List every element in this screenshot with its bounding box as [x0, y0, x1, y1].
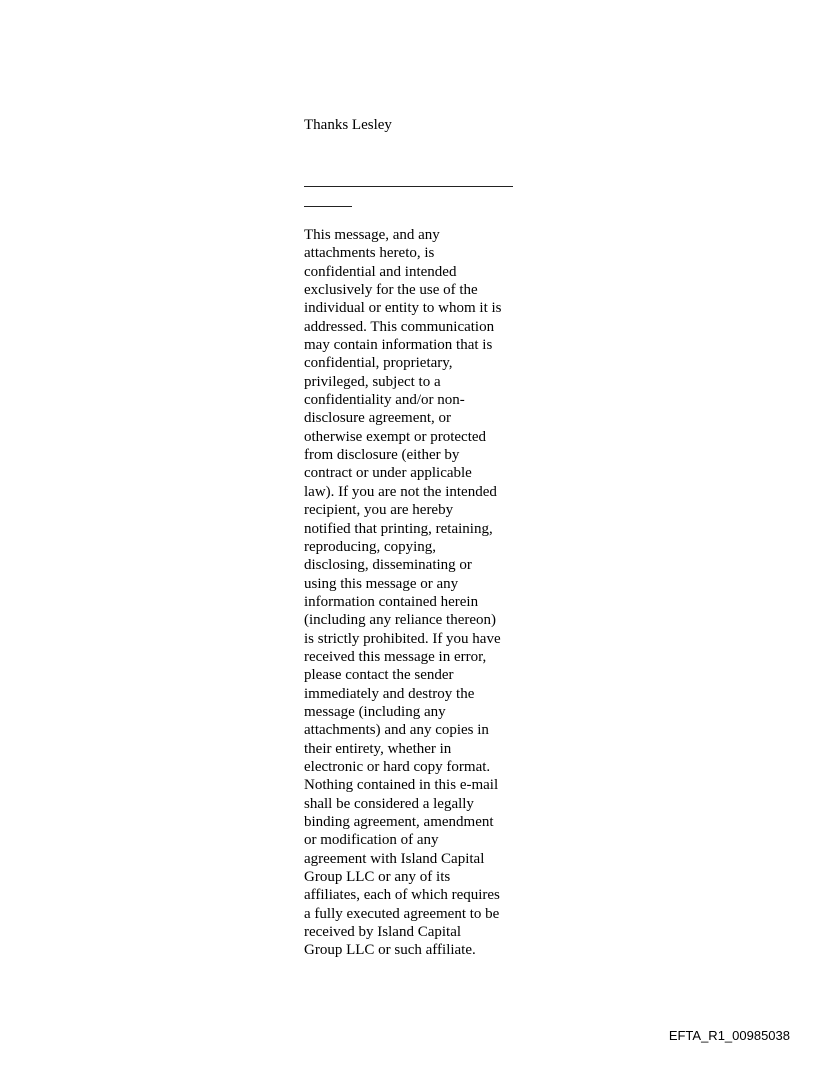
- disclaimer-line: received by Island Capital: [304, 924, 462, 941]
- disclaimer-line: (including any reliance thereon): [304, 612, 496, 629]
- disclaimer-line: Group LLC or any of its: [304, 869, 451, 886]
- disclaimer-line: recipient, you are hereby: [304, 502, 454, 519]
- disclaimer-line: reproducing, copying,: [304, 538, 437, 555]
- disclaimer-line: disclosing, disseminating or: [304, 557, 472, 574]
- disclaimer-line: from disclosure (either by: [304, 447, 460, 464]
- confidentiality-disclaimer: [304, 226, 518, 960]
- disclaimer-line: message (including any: [304, 703, 446, 720]
- disclaimer-line: individual or entity to whom it is: [304, 300, 502, 317]
- disclaimer-line: received this message in error,: [304, 648, 487, 665]
- disclaimer-line: immediately and destroy the: [304, 685, 475, 702]
- disclaimer-line: Nothing contained in this e-mail: [304, 777, 499, 794]
- disclaimer-line: binding agreement, amendment: [304, 814, 494, 830]
- disclaimer-line: disclosure agreement, or: [304, 410, 452, 427]
- disclaimer-line: otherwise exempt or protected: [304, 428, 487, 445]
- disclaimer-line: privileged, subject to a: [304, 373, 441, 390]
- disclaimer-line: agreement with Island Capital: [304, 850, 485, 867]
- signature-separator-line: [304, 186, 513, 187]
- disclaimer-line: confidential, proprietary,: [304, 355, 453, 372]
- disclaimer-line: a fully executed agreement to be: [304, 905, 500, 922]
- greeting-text: Thanks Lesley: [304, 117, 392, 133]
- disclaimer-line: please contact the sender: [304, 667, 454, 684]
- disclaimer-line: using this message or any: [304, 575, 459, 592]
- disclaimer-line: information contained herein: [304, 593, 479, 610]
- disclaimer-line: addressed. This communication: [304, 318, 495, 335]
- disclaimer-line: their entirety, whether in: [304, 740, 452, 757]
- disclaimer-line: confidentiality and/or non-: [304, 392, 465, 409]
- disclaimer-line: law). If you are not the intended: [304, 483, 497, 500]
- disclaimer-line: attachments) and any copies in: [304, 722, 489, 739]
- disclaimer-line: This message, and any: [304, 227, 440, 243]
- disclaimer-line: is strictly prohibited. If you have: [304, 630, 501, 647]
- disclaimer-line: may contain information that is: [304, 337, 493, 354]
- document-id-stamp: EFTA_R1_00985038: [668, 1028, 790, 1043]
- disclaimer-line: electronic or hard copy format.: [304, 758, 491, 775]
- disclaimer-line: shall be considered a legally: [304, 795, 474, 812]
- disclaimer-line: exclusively for the use of the: [304, 282, 478, 299]
- disclaimer-line: Group LLC or such affiliate.: [304, 942, 476, 959]
- disclaimer-line: attachments hereto, is: [304, 245, 435, 262]
- disclaimer-line: notified that printing, retaining,: [304, 520, 493, 537]
- disclaimer-line: contract or under applicable: [304, 465, 472, 482]
- disclaimer-line: or modification of any: [304, 832, 439, 849]
- disclaimer-line: confidential and intended: [304, 263, 457, 280]
- disclaimer-line: affiliates, each of which requires: [304, 887, 500, 904]
- signature-separator-line-short: [304, 206, 352, 207]
